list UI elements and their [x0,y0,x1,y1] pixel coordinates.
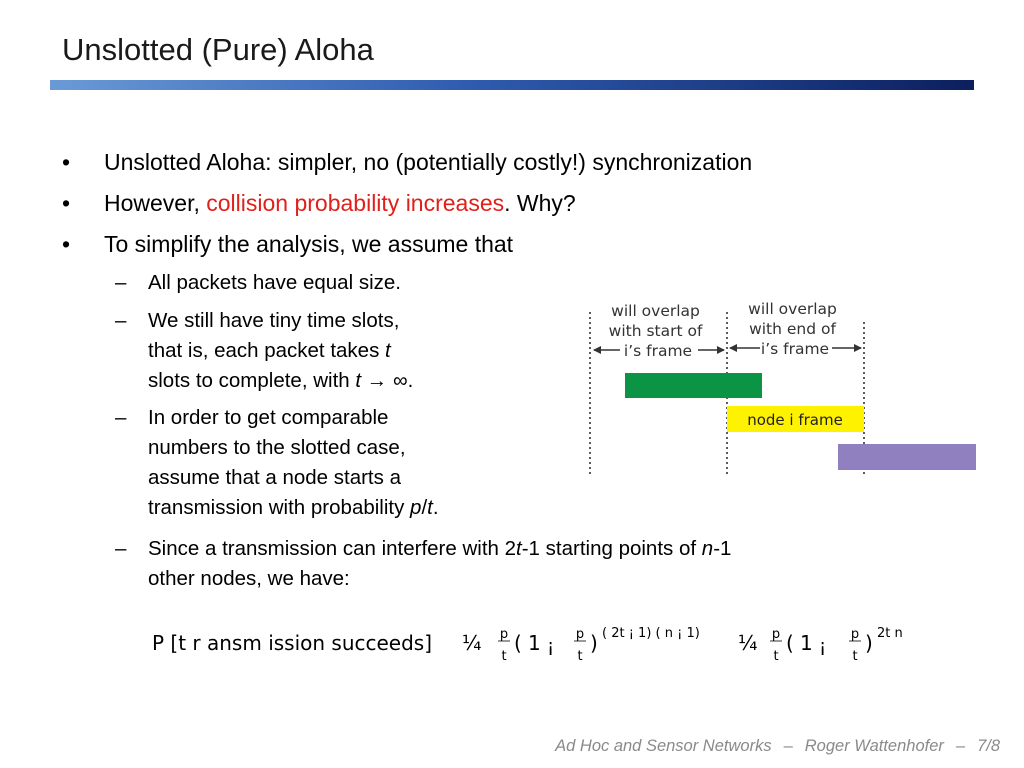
slide-footer [555,737,1000,756]
var-t: t [427,496,433,519]
infinity-symbol: ∞ [392,369,408,392]
footer-author: Roger Wattenhofer [804,737,944,755]
var-t: t [385,339,391,362]
fraction-denominator-t: t [852,649,858,664]
fraction-denominator-t: t [773,649,779,664]
bullet-2-highlight: collision probability increases [206,190,505,216]
subbullet-3-text [148,403,439,523]
bullet-2-text [104,190,576,217]
paren-open: ( [786,631,794,655]
subbullet-3-line-1: In order to get comparable [148,406,389,429]
bullet-mark: • [62,149,71,175]
minus-symbol: ¡ [819,636,827,657]
s3-l4-pre: transmission with probability [148,496,411,519]
subbullet-4-line-2: other nodes, we have: [148,567,350,590]
paren-open: ( [514,631,522,655]
purple-frame-bar [838,444,976,470]
node-i-frame-label: node i frame [747,411,843,429]
dash-mark: – [115,537,127,560]
fraction-denominator-t: t [577,649,583,664]
arrow-right-icon: → [366,369,388,392]
minus-symbol: ¡ [547,636,555,657]
bullet-3-text: To simplify the analysis, we assume that [104,231,514,257]
bullet-1-text: Unslotted Aloha: simpler, no (potentially costly!) synchronization [104,149,753,175]
paren-close: ) [865,631,873,655]
bullet-mark: • [62,231,71,257]
footer-page-number: 7/8 [977,737,1000,755]
subbullet-2-line-3 [148,366,413,396]
slash: / [421,496,428,519]
bullet-2-post: . Why? [504,190,576,216]
right-overlap-label: will overlap with end of i’s frame [748,300,837,358]
dash-mark: – [115,309,127,332]
dash-mark: – [115,406,127,429]
frame-overlap-diagram [580,292,980,482]
subbullet-4-text [148,534,731,594]
subbullet-1-text: All packets have equal size. [148,271,401,294]
bullet-mark: • [62,190,71,216]
var-t: t [516,537,522,560]
exponent-1: ( 2t ¡ 1) ( n ¡ 1) [602,626,700,641]
one: 1 [528,631,541,655]
fraction-numerator-p: p [499,627,509,642]
s3-l4-post: . [432,496,439,519]
paren-close: ) [590,631,598,655]
one: 1 [800,631,813,655]
s4-l1-mid: -1 starting points of [521,537,702,560]
subbullet-2-line-1: We still have tiny time slots, [148,309,400,332]
exponent-2: 2t n [877,626,903,641]
s4-l1-post: -1 [713,537,732,560]
formula-lhs: P [t r ansm ission succeeds] [152,631,433,655]
fraction-denominator-t: t [501,649,507,664]
subbullet-3-line-2: numbers to the slotted case, [148,436,406,459]
var-n: n [701,537,714,560]
subbullet-3-line-3: assume that a node starts a [148,466,401,489]
s2-l2-pre: that is, each packet takes [148,339,386,362]
green-frame-bar [625,373,762,398]
fraction-numerator-p: p [771,627,781,642]
var-t: t [355,369,362,392]
s2-l3-post: . [407,369,414,392]
subbullet-4-line-1 [148,534,731,564]
dash-mark: – [115,271,127,294]
s2-l3-pre: slots to complete, with [148,369,356,392]
left-overlap-label: will overlap with start of i’s frame [608,302,703,360]
footer-course: Ad Hoc and Sensor Networks [555,737,772,755]
subbullet-3-line-4 [148,493,439,523]
title-underline-bar [50,80,974,90]
var-p: p [410,496,422,519]
s4-l1-pre: Since a transmission can interfere with 2 [148,537,517,560]
approx-symbol: ¼ [738,631,758,655]
fraction-numerator-p: p [850,627,860,642]
success-probability-formula [150,620,930,670]
bullet-2-pre: However, [104,190,207,216]
subbullet-2-line-2 [148,336,413,366]
slide-title: Unslotted (Pure) Aloha [62,32,374,67]
subbullet-2-text [148,306,413,396]
fraction-numerator-p: p [575,627,585,642]
footer-separator: – [955,737,966,755]
approx-symbol: ¼ [462,631,482,655]
footer-separator: – [783,737,793,755]
